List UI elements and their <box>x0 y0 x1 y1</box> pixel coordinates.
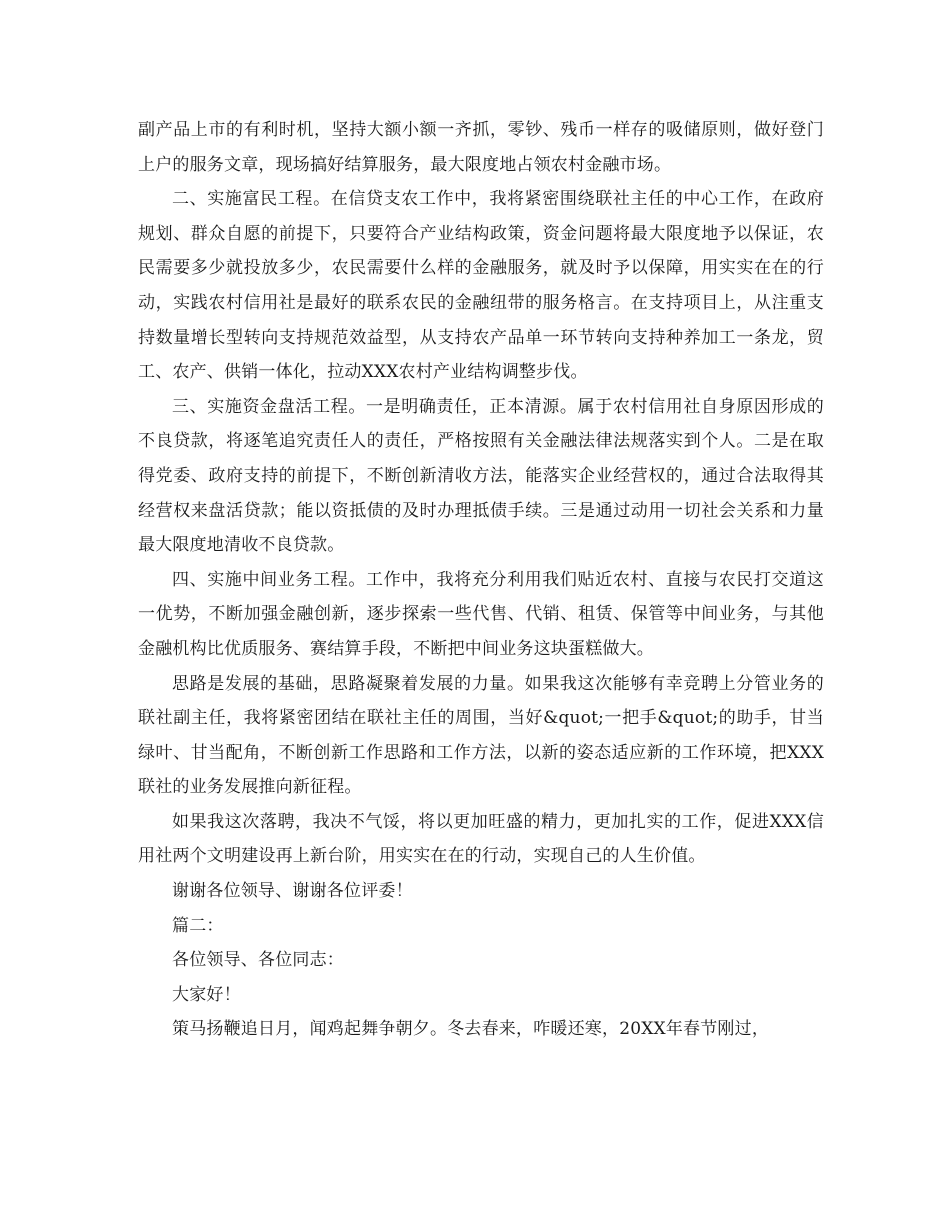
paragraph-5: 思路是发展的基础，思路凝聚着发展的力量。如果我这次能够有幸竞聘上分管业务的联社副主任，我将紧密团结在联社主任的周围，当好&quot;一把手&quot;的助手，甘当绿叶、甘当配角，不断创新工作思路和工作方法，以新的姿态适应新的工作环境，把XXX联社的业务发展推向新征程。 <box>138 673 824 798</box>
paragraph-4: 四、实施中间业务工程。工作中，我将充分利用我们贴近农村、直接与农民打交道这一优势，不断加强金融创新，逐步探索一些代售、代销、租赁、保管等中间业务，与其他金融机构比优质服务、赛结算手段，不断把中间业务这块蛋糕做大。 <box>138 569 824 659</box>
paragraph-2: 二、实施富民工程。在信贷支农工作中，我将紧密围绕联社主任的中心工作，在政府规划、群众自愿的前提下，只要符合产业结构政策，资金问题将最大限度地予以保证，农民需要多少就投放多少，农民需要什么样的金融服务，就及时予以保障，用实实在在的行动，实践农村信用社是最好的联系农民的金融纽带的服务格言。在支持项目上，从注重支持数量增长型转向支持规范效益型，从支持农产品单一环节转向支持种养加工一条龙，贸工、农产、供销一体化，拉动XXX农村产业结构调整步伐。 <box>138 189 824 383</box>
paragraph-1: 副产品上市的有利时机，坚持大额小额一齐抓，零钞、残币一样存的吸储原则，做好登门上户的服务文章，现场搞好结算服务，最大限度地占领农村金融市场。 <box>138 120 824 175</box>
paragraph-11: 策马扬鞭追日月，闻鸡起舞争朝夕。冬去春来，咋暖还寒，20XX年春节刚过， <box>172 1019 770 1040</box>
paragraph-8: 篇二： <box>172 915 224 936</box>
paragraph-10: 大家好！ <box>172 984 241 1005</box>
paragraph-7: 谢谢各位领导、谢谢各位评委！ <box>172 881 413 902</box>
paragraph-9: 各位领导、各位同志： <box>172 950 344 971</box>
paragraph-3: 三、实施资金盘活工程。一是明确责任，正本清源。属于农村信用社自身原因形成的不良贷款，将逐笔追究责任人的责任，严格按照有关金融法律法规落实到个人。二是在取得党委、政府支持的前提下，不断创新清收方法，能落实企业经营权的，通过合法取得其经营权来盘活贷款；能以资抵债的及时办理抵债手续。三是通过动用一切社会关系和力量最大限度地清收不良贷款。 <box>138 396 824 556</box>
document-page <box>138 113 824 1047</box>
paragraph-6: 如果我这次落聘，我决不气馁，将以更加旺盛的精力，更加扎实的工作，促进XXX信用社两个文明建设再上新台阶，用实实在在的行动，实现自己的人生价值。 <box>138 811 824 867</box>
